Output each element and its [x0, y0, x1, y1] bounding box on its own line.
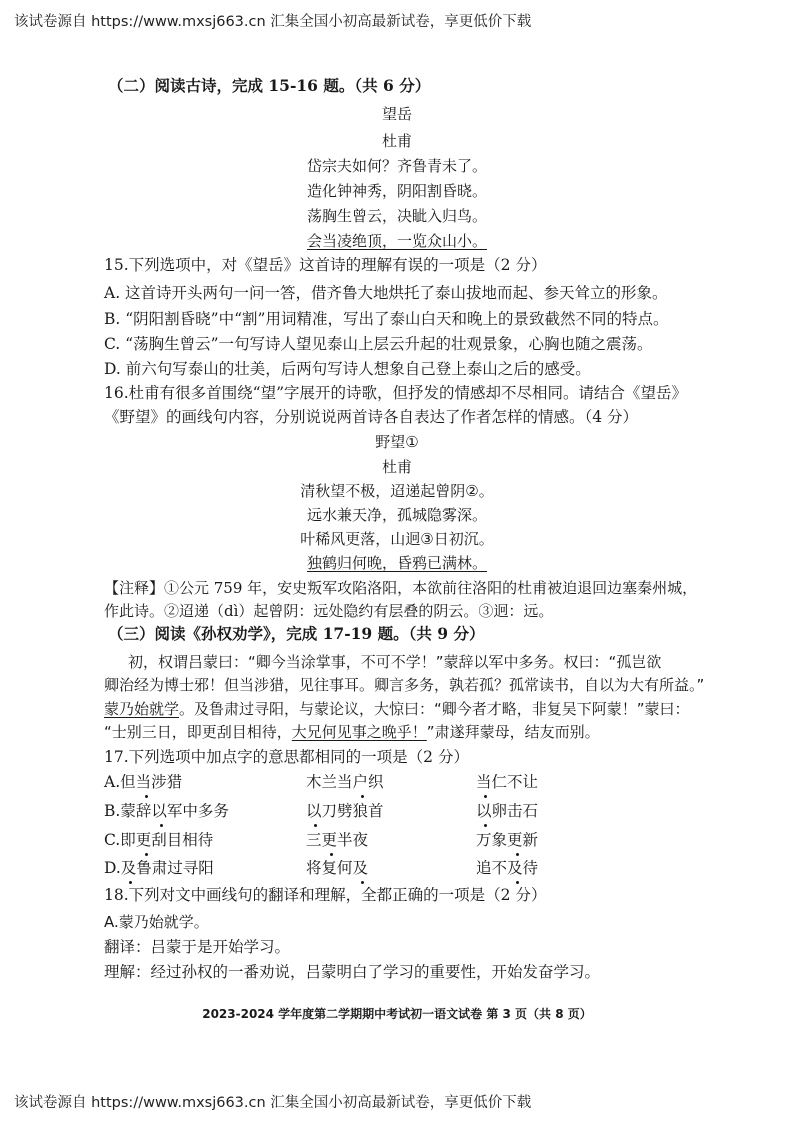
q16-stem-line1: 16.杜甫有很多首围绕“望”字展开的诗歌，但抒发的情感却不尽相同。请结合《望岳》	[104, 384, 688, 402]
q18-translation: 翻译：吕蒙于是开始学习。	[104, 938, 291, 956]
emphasis-dot	[314, 824, 317, 827]
poem2-line-underlined	[0, 553, 794, 573]
q17-option-c-col3: 万象更新	[476, 831, 539, 849]
poem1-underlined-line: 会当凌绝顶，一览众山小。	[306, 232, 487, 250]
emphasis-dot	[330, 853, 333, 856]
section2-heading: （二）阅读古诗，完成 15-16 题。（共 6 分）	[108, 76, 431, 95]
poem1-line: 造化钟神秀，阴阳割昏晓。	[306, 182, 487, 200]
q15-stem: 15.下列选项中，对《望岳》这首诗的理解有误的一项是（2 分）	[104, 256, 547, 274]
q15-option-b: B. “阴阳割昏晓”中“割”用词精准，写出了泰山白天和晚上的景致截然不同的特点。	[104, 310, 669, 328]
poem2-underlined-line: 独鹤归何晚，昏鸦已满林。	[306, 554, 487, 572]
emphasis-dot	[145, 853, 148, 856]
q17-option-c-col1: C.即更刮目相待	[104, 831, 214, 849]
emphasis-dot	[361, 881, 364, 884]
q17-stem: 17.下列选项中加点字的意思都相同的一项是（2 分）	[104, 748, 469, 766]
poem1-title: 望岳	[381, 105, 412, 123]
q15-option-c: C. “荡胸生曾云”一句写诗人望见泰山上层云升起的壮观景象，心胸也随之震荡。	[104, 335, 653, 353]
emphasis-dot	[484, 824, 487, 827]
passage-text: ”肃遂拜蒙母，结友而别。	[426, 723, 600, 741]
poem1-author: 杜甫	[381, 132, 412, 150]
passage-line1: 初，权谓吕蒙曰：“卿今当涂掌事，不可不学！”蒙辞以军中多务。权曰：“孤岂欲	[128, 653, 662, 671]
emphasis-dot	[129, 881, 132, 884]
q18-stem: 18.下列对文中画线句的翻译和理解，全都正确的一项是（2 分）	[104, 886, 547, 904]
note-line1: 【注释】①公元 759 年，安史叛军攻陷洛阳，本欲前往洛阳的杜甫被迫退回边塞秦州城，	[104, 579, 698, 597]
passage-line3	[104, 699, 690, 719]
passage-underlined-sentence: 蒙乃始就学	[104, 700, 180, 718]
q18-option-a: A.蒙乃始就学。	[104, 913, 209, 931]
page-footer: 2023-2024 学年度第二学期期中考试初一语文试卷 第 3 页（共 8 页）	[202, 1007, 592, 1021]
q17-option-b-col1: B.蒙辞以军中多务	[104, 802, 229, 820]
passage-line2: 卿治经为博士邪！但当涉猎，见往事耳。卿言多务，孰若孤？孤常读书，自以为大有所益。”	[104, 676, 705, 694]
q17-option-d-col1: D.及鲁肃过寻阳	[104, 859, 214, 877]
poem1-line-underlined	[0, 231, 794, 251]
poem2-line: 清秋望不极，迢递起曾阴②。	[300, 482, 494, 500]
poem2-title: 野望①	[375, 433, 419, 451]
q17-option-c-col2: 三更半夜	[306, 831, 369, 849]
poem1-line: 岱宗夫如何？齐鲁青未了。	[306, 157, 487, 175]
q18-understanding: 理解：经过孙权的一番劝说，吕蒙明白了学习的重要性，开始发奋学习。	[104, 963, 601, 981]
passage-underlined-sentence: 大兄何见事之晚乎！	[291, 723, 427, 741]
note-line2: 作此诗。②迢递（dì）起曾阴：远处隐约有层叠的阴云。③迥：远。	[104, 602, 554, 620]
emphasis-dot	[160, 824, 163, 827]
poem2-line: 远水兼天净，孤城隐雾深。	[306, 506, 487, 524]
emphasis-dot	[516, 853, 519, 856]
emphasis-dot	[516, 881, 519, 884]
q16-stem-line2: 《野望》的画线句内容，分别说说两首诗各自表达了作者怎样的情感。（4 分）	[104, 408, 639, 426]
emphasis-dot	[145, 795, 148, 798]
emphasis-dot	[484, 795, 487, 798]
source-banner-top: 该试卷源自 https://www.mxsj663.cn 汇集全国小初高最新试卷，享更低价下载	[14, 14, 532, 30]
passage-line4	[104, 722, 600, 742]
q17-option-a-col3: 当仁不让	[476, 773, 539, 791]
q17-option-d-col2: 将复何及	[306, 859, 369, 877]
source-banner-bottom: 该试卷源自 https://www.mxsj663.cn 汇集全国小初高最新试卷，享更低价下载	[14, 1095, 532, 1111]
q17-option-b-col2: 以刀劈狼首	[306, 802, 384, 820]
poem1-line: 荡胸生曾云，决眦入归鸟。	[306, 207, 487, 225]
section3-heading: （三）阅读《孙权劝学》，完成 17-19 题。（共 9 分）	[108, 624, 485, 643]
poem2-author: 杜甫	[381, 458, 412, 476]
q17-option-b-col3: 以卵击石	[476, 802, 539, 820]
q17-option-a-col1: A.但当涉猎	[104, 773, 183, 791]
emphasis-dot	[361, 795, 364, 798]
passage-text: “士别三日，即更刮目相待，	[104, 723, 292, 741]
q15-option-d: D. 前六句写泰山的壮美，后两句写诗人想象自己登上泰山之后的感受。	[104, 360, 591, 378]
q17-option-d-col3: 追不及待	[476, 859, 539, 877]
q17-option-a-col2: 木兰当户织	[306, 773, 384, 791]
passage-text: 。及鲁肃过寻阳，与蒙论议，大惊曰：“卿今者才略，非复吴下阿蒙！”蒙曰：	[179, 700, 690, 718]
q15-option-a: A. 这首诗开头两句一问一答，借齐鲁大地烘托了泰山拔地而起、参天耸立的形象。	[104, 284, 668, 302]
poem2-line: 叶稀风更落，山迥③日初沉。	[300, 530, 494, 548]
